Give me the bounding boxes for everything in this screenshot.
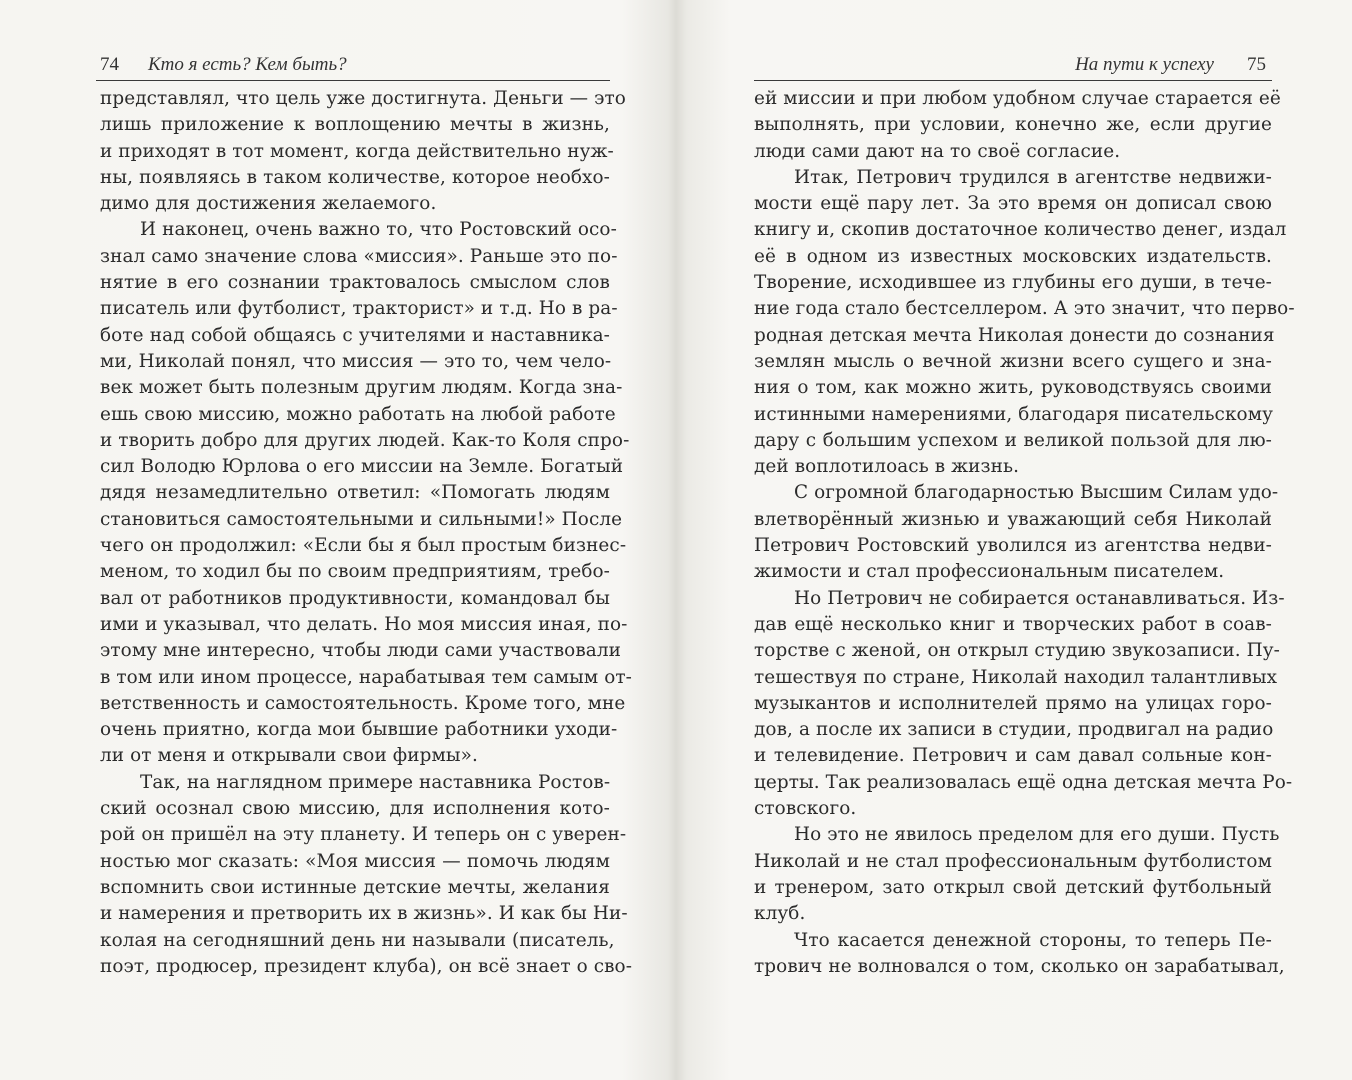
text-line: дав ещё несколько книг и творческих работ в соав- xyxy=(754,613,1272,635)
text-line: дару с большим успехом и великой пользой для лю- xyxy=(754,429,1272,451)
text-line: рой он пришёл на эту планету. И теперь он с уверен- xyxy=(100,824,627,846)
text-line: выполнять, при условии, конечно же, если другие xyxy=(754,114,1272,136)
text-line: мости ещё пару лет. За это время он дописал свою xyxy=(754,193,1272,215)
text-line: ностью мог сказать: «Моя миссия — помочь людям xyxy=(100,850,610,872)
text-line: поэт, продюсер, президент клуба), он всё знает о сво- xyxy=(100,955,633,977)
right-body-text xyxy=(754,86,1295,980)
right-page xyxy=(676,0,1352,1080)
right-running-head xyxy=(754,50,1272,81)
text-line: Итак, Петрович трудился в агентстве недвижи- xyxy=(794,166,1272,188)
text-line: тешествуя по стране, Николай находил талантливых xyxy=(754,666,1278,688)
text-line: очень приятно, когда мои бывшие работники уходи- xyxy=(100,719,618,741)
text-line: век может быть полезным другим людям. Когда зна- xyxy=(100,377,623,399)
text-line: вспомнить свои истинные детские мечты, желания xyxy=(100,876,610,898)
text-line: родная детская мечта Николая донести до сознания xyxy=(754,324,1275,346)
text-line: Так, на наглядном примере наставника Ростов- xyxy=(140,771,611,793)
text-line: лишь приложение к воплощению мечты в жизнь, xyxy=(100,114,610,136)
text-line: ния о том, как можно жить, руководствуясь своими xyxy=(754,377,1272,399)
text-line: и приходят в тот момент, когда действительно нуж- xyxy=(100,140,614,162)
text-line: книгу и, скопив достаточное количество денег, издал xyxy=(754,219,1287,241)
text-line: ны, появляясь в таком количестве, которое необхо- xyxy=(100,166,610,188)
text-line: и телевидение. Петрович и сам давал сольные кон- xyxy=(754,745,1272,767)
text-line: боте над собой общаясь с учителями и наставника- xyxy=(100,324,610,346)
text-line: вал от работников продуктивности, командовал бы xyxy=(100,587,610,609)
text-line: дов, а после их записи в студии, продвигал на радио xyxy=(754,719,1274,741)
left-running-head xyxy=(96,50,610,81)
left-body-text xyxy=(100,86,633,980)
text-line: ветственность и самостоятельность. Кроме того, мне xyxy=(100,692,626,714)
text-line: С огромной благодарностью Высшим Силам удо- xyxy=(794,482,1279,504)
text-line: сил Володю Юрлова о его миссии на Земле. Богатый xyxy=(100,456,624,478)
text-line: и намерения и претворить их в жизнь». И как бы Ни- xyxy=(100,903,628,925)
text-line: землян мысль о вечной жизни всего сущего и зна- xyxy=(754,350,1272,372)
text-line: музыкантов и исполнителей прямо на улицах горо- xyxy=(754,692,1272,714)
text-line: церты. Так реализовалась ещё одна детская мечта Ро- xyxy=(754,771,1293,793)
text-line: её в одном из известных московских издательств. xyxy=(754,245,1272,267)
text-line: люди сами дают на то своё согласие. xyxy=(754,140,1121,162)
text-line: влетворённый жизнью и уважающий себя Николай xyxy=(754,508,1272,530)
text-line: истинными намерениями, благодаря писательскому xyxy=(754,403,1274,425)
text-line: Но это не явилось пределом для его души. Пусть xyxy=(794,824,1280,846)
text-line: ей миссии и при любом удобном случае старается её xyxy=(754,88,1281,109)
text-line: в том или ином процессе, нарабатывая тем самым от- xyxy=(100,666,632,688)
text-line: димо для достижения желаемого. xyxy=(100,193,437,215)
text-line: стовского. xyxy=(754,798,857,820)
text-line: нятие в его сознании трактовалось смыслом слов xyxy=(100,272,610,294)
text-line: и творить добро для других людей. Как-то Коля спро- xyxy=(100,429,630,451)
text-line: становиться самостоятельными и сильными!» После xyxy=(100,508,623,530)
right-running-title: На пути к успеху xyxy=(1075,54,1214,75)
text-line: дей воплотилоась в жизнь. xyxy=(754,456,1020,478)
text-line: Но Петрович не собирается останавливаться. Из- xyxy=(794,587,1285,609)
text-line: колая на сегодняшний день ни называли (писатель, xyxy=(100,929,615,951)
text-line: ский осознал свою миссию, для исполнения кото- xyxy=(100,798,610,820)
left-page-number: 74 xyxy=(100,54,119,75)
text-line: жимости и стал профессиональным писателем. xyxy=(754,561,1225,583)
text-line: торстве с женой, он открыл студию звукозаписи. Пу- xyxy=(754,640,1280,662)
text-line: ние года стало бестселлером. А это значит, что перво- xyxy=(754,298,1295,320)
text-line: Петрович Ростовский уволился из агентства недви- xyxy=(754,535,1272,557)
text-line: И наконец, очень важно то, что Ростовский осо- xyxy=(140,219,617,241)
text-line: чего он продолжил: «Если бы я был простым бизнес- xyxy=(100,535,627,557)
text-line: Николай и не стал профессиональным футболистом xyxy=(754,850,1272,872)
text-line: этому мне интересно, чтобы люди сами участвовали xyxy=(100,640,622,662)
text-line: трович не волновался о том, сколько он зарабатывал, xyxy=(754,955,1285,977)
text-line: представлял, что цель уже достигнута. Деньги — это xyxy=(100,88,626,109)
text-line: клуб. xyxy=(754,903,806,925)
text-line: дядя незамедлительно ответил: «Помогать людям xyxy=(100,482,610,504)
text-line: писатель или футболист, тракторист» и т.д. Но в ра- xyxy=(100,298,618,320)
text-line: знал само значение слова «миссия». Раньше это по- xyxy=(100,245,618,267)
text-line: меном, то ходил бы по своим предприятиям, требо- xyxy=(100,561,610,583)
text-line: ими и указывал, что делать. Но моя миссия иная, по- xyxy=(100,613,628,635)
left-running-title: Кто я есть? Кем быть? xyxy=(148,54,347,75)
right-page-number: 75 xyxy=(1247,54,1266,75)
text-line: Что касается денежной стороны, то теперь Пе- xyxy=(794,929,1272,951)
text-line: Творение, исходившее из глубины его души, в тече- xyxy=(754,272,1272,294)
text-line: и тренером, зато открыл свой детский футбольный xyxy=(754,876,1272,898)
text-line: ми, Николай понял, что миссия — это то, чем чело- xyxy=(100,350,612,372)
text-line: ли от меня и открывали свои фирмы». xyxy=(100,745,478,767)
text-line: ешь свою миссию, можно работать на любой работе xyxy=(100,403,616,425)
